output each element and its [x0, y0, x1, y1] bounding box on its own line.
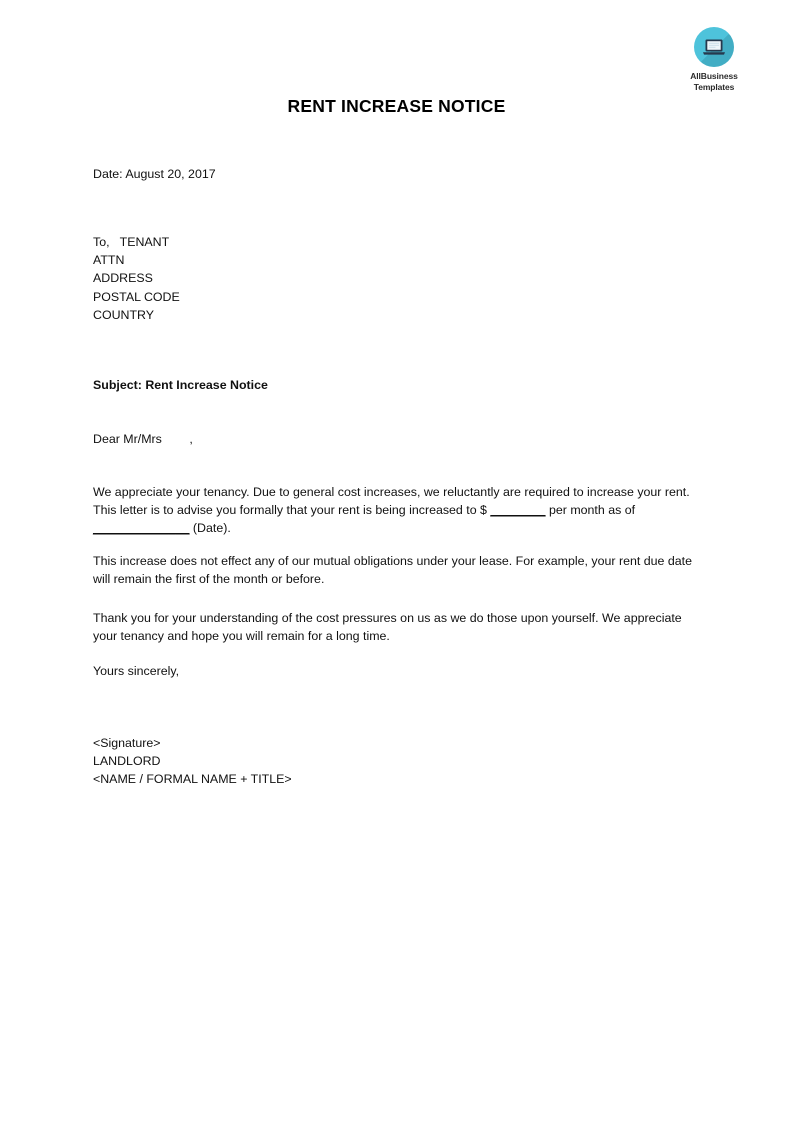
salutation-line: Dear Mr/Mrs , [93, 432, 193, 446]
paragraph-3: Thank you for your understanding of the cost pressures on us as we do those upon yourself. We appreciate your tenancy and hope you will remain for a long time. [93, 611, 682, 643]
paragraph-1 [93, 483, 693, 537]
paragraph-1-text-part3: (Date). [189, 521, 231, 535]
signer-name-placeholder: <NAME / FORMAL NAME + TITLE> [93, 772, 292, 787]
logo-text-line2: Templates [693, 81, 735, 92]
date-line: Date: August 20, 2017 [93, 167, 216, 181]
logo-circle [694, 27, 734, 67]
recipient-postal-code: POSTAL CODE [93, 289, 180, 304]
signature-placeholder: <Signature> [93, 736, 161, 750]
signer-role: LANDLORD [93, 754, 161, 769]
recipient-to-line: To, TENANT [93, 235, 170, 249]
paragraph-1-text-part2: per month as of [545, 503, 636, 517]
recipient-attn: ATTN [93, 253, 125, 268]
recipient-country: COUNTRY [93, 307, 155, 322]
rent-amount-blank: ________ [490, 503, 546, 517]
brand-logo [678, 27, 750, 92]
signature-block [93, 734, 292, 789]
page-title: RENT INCREASE NOTICE [287, 96, 506, 116]
recipient-address: ADDRESS [93, 271, 153, 286]
paragraph-2: This increase does not effect any of our mutual obligations under your lease. For example, your rent due date will remain the first of the month or before. [93, 554, 692, 586]
subject-line: Subject: Rent Increase Notice [93, 378, 268, 392]
effective-date-blank: ______________ [93, 521, 190, 535]
paragraph-1-text-part1: We appreciate your tenancy. Due to general cost increases, we reluctantly are required to increase your rent. This letter is to advise you formally that your rent is being increased to $ [93, 485, 690, 517]
laptop-icon [702, 38, 726, 56]
logo-text [678, 71, 750, 92]
closing-line: Yours sincerely, [93, 664, 180, 678]
recipient-address-block [93, 233, 180, 324]
logo-text-line1: AllBusiness [690, 71, 738, 81]
